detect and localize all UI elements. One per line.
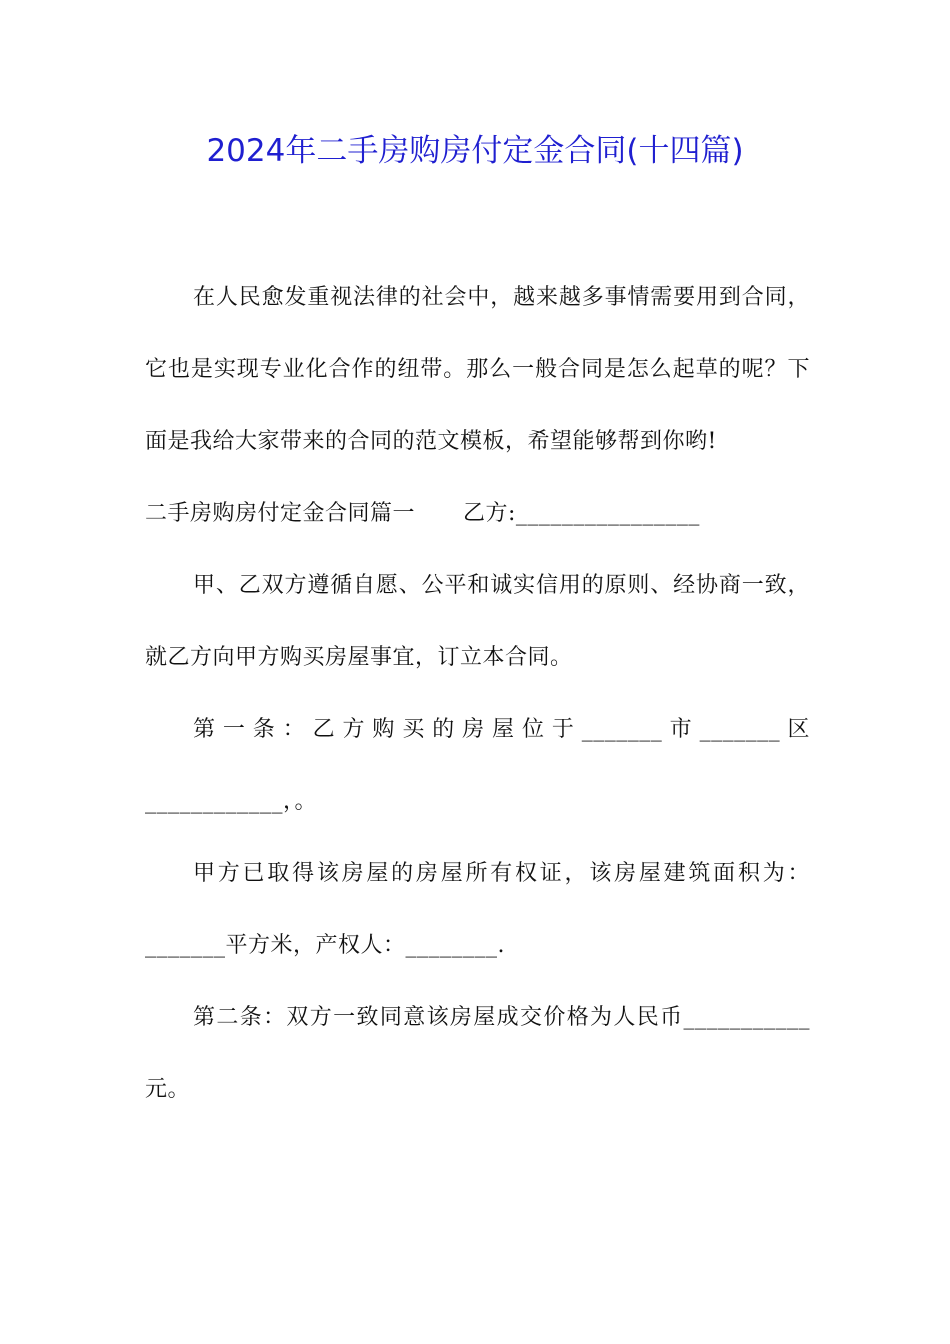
document-body <box>145 262 810 1126</box>
principle-paragraph: 甲、乙双方遵循自愿、公平和诚实信用的原则、经协商一致，就乙方向甲方购买房屋事宜，订立本合同。 <box>145 573 810 670</box>
party-b-field: 乙方:________________ <box>463 501 700 526</box>
article-one-paragraph: 第一条：乙方购买的房屋位于_______市_______区____________，。 <box>145 717 810 814</box>
article-two-paragraph: 第二条：双方一致同意该房屋成交价格为人民币___________元。 <box>145 1005 810 1102</box>
ownership-paragraph: 甲方已取得该房屋的房屋所有权证，该房屋建筑面积为：_______平方米，产权人：________. <box>145 861 810 958</box>
intro-paragraph: 在人民愈发重视法律的社会中，越来越多事情需要用到合同，它也是实现专业化合作的纽带。那么一般合同是怎么起草的呢？下面是我给大家带来的合同的范文模板，希望能够帮到你哟! <box>145 285 810 454</box>
section-heading: 二手房购房付定金合同篇一 <box>145 501 416 526</box>
section-heading-line <box>145 478 810 550</box>
document-title: 2024年二手房购房付定金合同(十四篇) <box>206 133 744 169</box>
